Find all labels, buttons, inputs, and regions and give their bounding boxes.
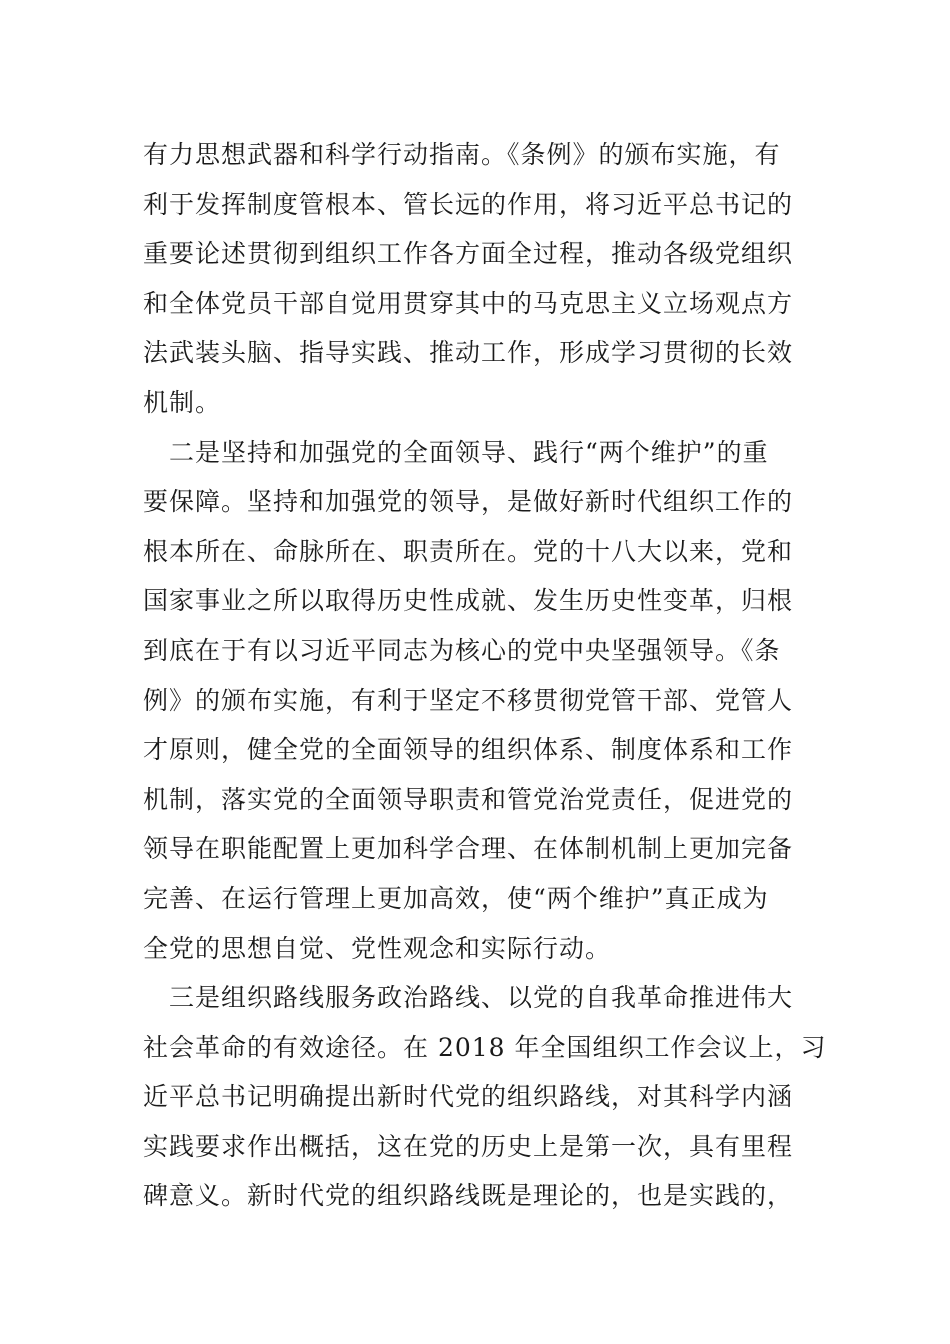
text-line-18: 三是组织路线服务政治路线、以党的自我革命推进伟大: [143, 983, 794, 1013]
text-line-8: 要保障。坚持和加强党的领导，是做好新时代组织工作的: [143, 487, 794, 517]
text-line-11: 到底在于有以习近平同志为核心的党中央坚强领导。《条: [143, 635, 781, 665]
text-line-12: 例》的颁布实施，有利于坚定不移贯彻党管干部、党管人: [143, 685, 794, 715]
text-line-22: 碑意义。新时代党的组织路线既是理论的，也是实践的，: [143, 1181, 794, 1211]
text-line-21: 实践要求作出概括，这在党的历史上是第一次，具有里程: [143, 1131, 794, 1161]
text-line-17: 全党的思想自觉、党性观念和实际行动。: [143, 933, 612, 963]
text-line-5: 法武装头脑、指导实践、推动工作，形成学习贯彻的长效: [143, 338, 794, 368]
text-line-16: 完善、在运行管理上更加高效，使“两个维护”真正成为: [143, 883, 769, 913]
text-line-1: 有力思想武器和科学行动指南。《条例》的颁布实施，有: [143, 140, 781, 169]
text-line-7: 二是坚持和加强党的全面领导、践行“两个维护”的重: [143, 437, 769, 467]
text-line-3: 重要论述贯彻到组织工作各方面全过程，推动各级党组织: [143, 239, 794, 269]
text-line-13: 才原则，健全党的全面领导的组织体系、制度体系和工作: [143, 735, 794, 765]
text-line-15: 领导在职能配置上更加科学合理、在体制机制上更加完备: [143, 834, 794, 864]
text-line-20: 近平总书记明确提出新时代党的组织路线，对其科学内涵: [143, 1082, 794, 1112]
text-line-14: 机制，落实党的全面领导职责和管党治党责任，促进党的: [143, 784, 794, 814]
text-line-2: 利于发挥制度管根本、管长远的作用，将习近平总书记的: [143, 189, 794, 219]
text-line-4: 和全体党员干部自觉用贯穿其中的马克思主义立场观点方: [143, 288, 794, 318]
body-text: [143, 130, 827, 1221]
text-line-9: 根本所在、命脉所在、职责所在。党的十八大以来，党和: [143, 536, 794, 566]
text-line-19: 社会革命的有效途径。在 2018 年全国组织工作会议上，习: [143, 1032, 827, 1062]
text-line-6: 机制。: [143, 387, 222, 417]
text-line-10: 国家事业之所以取得历史性成就、发生历史性变革，归根: [143, 586, 794, 616]
